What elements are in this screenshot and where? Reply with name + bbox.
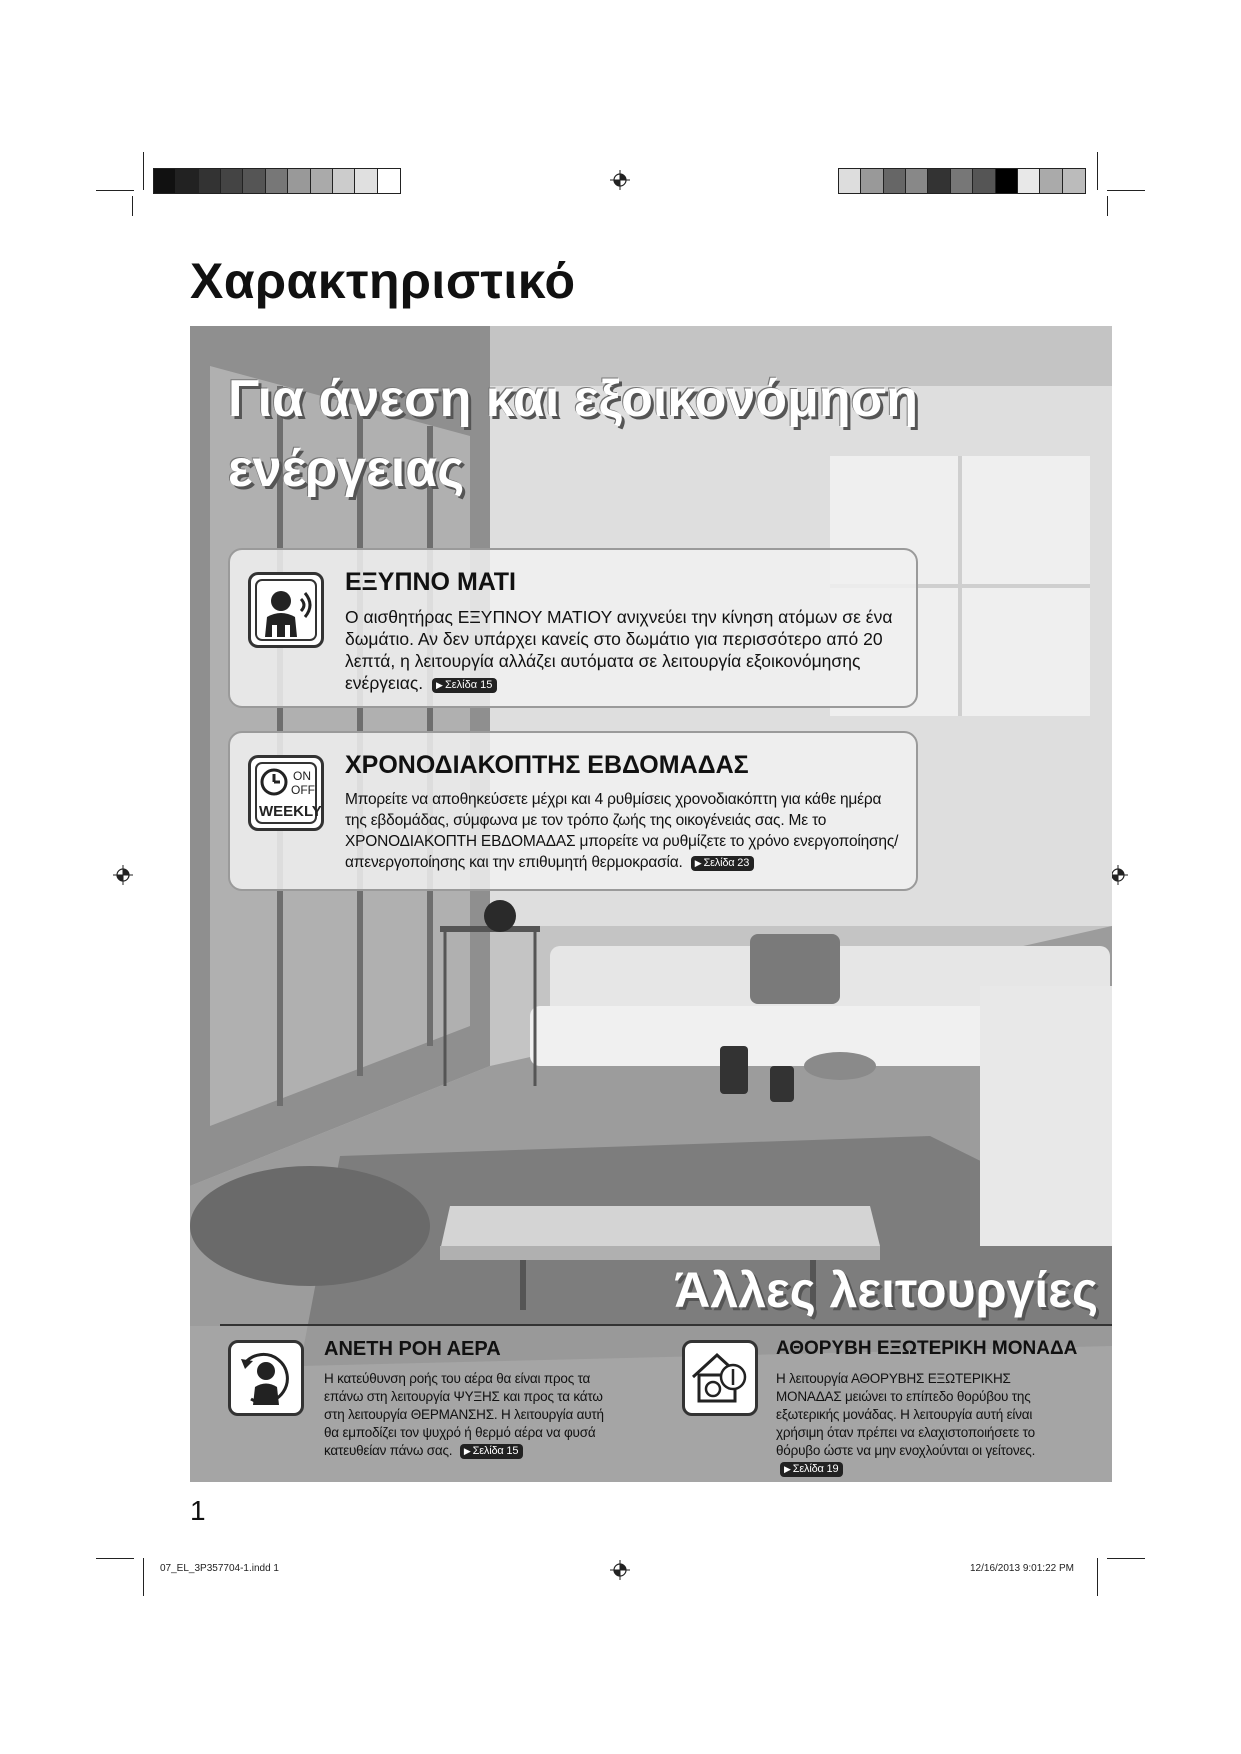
crop-mark-bottom-left-v [143,1558,144,1596]
comfort-airflow-description: Η κατεύθυνση ροής του αέρα θα είναι προς τα επάνω στη λειτουργία ΨΥΞΗΣ και προς τα κάτω στη λειτουργία ΘΕΡΜΑΝΣΗΣ. Η λειτουργία αυτή θα εμποδίζει τον ψυχρό ή θερμό αέρα να φυσά κατευθείαν πάνω σας. [324,1371,604,1458]
feature-panel [190,326,1112,1482]
crop-mark-top-left-h [96,190,134,191]
comfort-airflow-page-link[interactable] [460,1444,523,1459]
registration-mark-left [113,865,133,885]
other-functions-rule [220,1324,1112,1326]
play-triangle-icon: ▶ [436,680,443,690]
timer-icon-on-label: ON [293,769,311,783]
crop-mark-top-right-v [1097,152,1098,190]
comfort-airflow-title: ΑΝΕΤΗ ΡΟΗ ΑΕΡΑ [324,1338,501,1360]
hero-headline [228,364,918,504]
quiet-outdoor-text [776,1370,1076,1478]
smart-eye-page-ref: Σελίδα 15 [444,679,493,691]
crop-mark-bottom-right-h [1107,1558,1145,1559]
play-triangle-icon: ▶ [694,858,702,868]
crop-mark-top-left-v [143,152,144,190]
registration-mark-top [610,170,630,190]
crop-mark-top-right-h [1107,190,1145,191]
smart-eye-page-link[interactable] [432,678,497,693]
weekly-timer-icon [248,755,324,831]
color-bar-right [838,168,1086,194]
quiet-outdoor-page-link[interactable] [780,1462,843,1477]
page-title: Χαρακτηριστικό [190,253,576,309]
slug-timestamp: 12/16/2013 9:01:22 PM [970,1563,1074,1574]
timer-icon-weekly-label: WEEKLY [259,803,321,820]
slug-file-name: 07_EL_3P357704-1.indd 1 [160,1563,279,1574]
weekly-timer-page-link[interactable] [691,856,754,871]
play-triangle-icon: ▶ [784,1464,791,1474]
quiet-house-icon [682,1340,758,1416]
person-sensor-icon [248,572,324,648]
comfort-airflow-text [324,1370,614,1460]
crop-mark-top-left-v2 [132,196,133,216]
smart-eye-card [228,548,918,708]
other-functions-heading: Άλλες λειτουργίες [674,1262,1098,1318]
quiet-outdoor-page-ref: Σελίδα 19 [792,1463,839,1475]
weekly-timer-text [345,789,905,873]
weekly-timer-description: Μπορείτε να αποθηκεύσετε μέχρι και 4 ρυθμίσεις χρονοδιακόπτη για κάθε ημέρα της εβδομάδας, σύμφωνα με τον τρόπο ζωής της οικογένειάς σας. Με το ΧΡΟΝΟΔΙΑΚΟΠΤΗ ΕΒΔΟΜΑΔΑΣ μπορείτε να ρυθμίζετε το χρόνο ενεργοποίησης/απενεργοποίησης και την επιθυμητή θερμοκρασία. [345,791,899,871]
weekly-timer-card [228,731,918,891]
comfort-airflow-page-ref: Σελίδα 15 [472,1445,519,1457]
quiet-outdoor-description: Η λειτουργία ΑΘΟΡΥΒΗΣ ΕΞΩΤΕΡΙΚΗΣ ΜΟΝΑΔΑΣ μειώνει το επίπεδο θορύβου της εξωτερικής μονάδας. Η λειτουργία αυτή είναι χρήσιμη όταν πρέπει να ελαχιστοποιήσετε το θόρυβο ώστε να μην ενοχλούνται οι γείτονες. [776,1371,1036,1458]
page-number: 1 [190,1495,206,1526]
weekly-timer-title: ΧΡΟΝΟΔΙΑΚΟΠΤΗΣ ΕΒΔΟΜΑΔΑΣ [345,751,749,779]
color-bar-left [153,168,401,194]
quiet-outdoor-title: ΑΘΟΡΥΒΗ ΕΞΩΤΕΡΙΚΗ ΜΟΝΑΔΑ [776,1338,1078,1359]
hero-line-1: Για άνεση και εξοικονόμηση [228,370,918,428]
hero-line-2: ενέργειας [228,440,465,498]
timer-icon-off-label: OFF [291,783,315,797]
weekly-timer-page-ref: Σελίδα 23 [703,857,750,869]
smart-eye-description: Ο αισθητήρας ΕΞΥΠΝΟΥ ΜΑΤΙΟΥ ανιχνεύει την κίνηση ατόμων σε ένα δωμάτιο. Αν δεν υπάρχει κανείς στο δωμάτιο για περισσότερο από 20 λεπτά, η λειτουργία αλλάζει αυτόματα σε λειτουργία εξοικονόμησης ενέργειας. [345,607,893,693]
registration-mark-bottom [610,1560,630,1580]
crop-mark-bottom-left-h [96,1558,134,1559]
airflow-person-icon [228,1340,304,1416]
smart-eye-title: ΕΞΥΠΝΟ ΜΑΤΙ [345,568,516,596]
play-triangle-icon: ▶ [463,1446,471,1456]
crop-mark-bottom-right-v [1097,1558,1098,1596]
crop-mark-top-right-v2 [1107,196,1108,216]
smart-eye-text [345,606,905,694]
